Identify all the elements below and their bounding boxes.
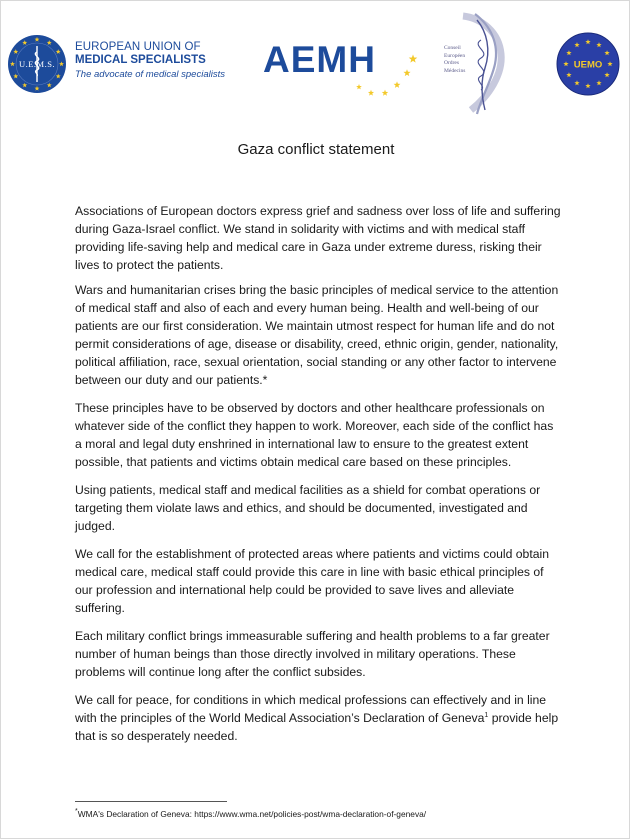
paragraph: Using patients, medical staff and medical facilities as a shield for combat operations or targeting them violate laws and ethics, and should be documented, investigated and judged. bbox=[75, 483, 541, 533]
paragraph-closing bbox=[75, 691, 561, 745]
footnote-divider bbox=[75, 801, 227, 802]
page-title: Gaza conflict statement bbox=[237, 141, 395, 158]
star-icon bbox=[382, 90, 388, 96]
star-icon bbox=[403, 69, 410, 76]
star-icon bbox=[394, 81, 401, 88]
paragraph-closing-text: We call for peace, for conditions in which medical professions can effectively and in line with the principles of the World Medical Association’s Declaration of Geneva bbox=[75, 693, 547, 725]
statement-body bbox=[75, 202, 561, 755]
uems-name-line2: MEDICAL SPECIALISTS bbox=[75, 54, 206, 66]
aemh-logo bbox=[263, 37, 423, 101]
uems-logo bbox=[7, 34, 67, 94]
uemo-logo bbox=[556, 32, 620, 96]
aemh-stars bbox=[263, 37, 423, 101]
paragraph: Each military conflict brings immeasurable suffering and health problems to a far greater number of human beings than those directly involved in military operations. These problems will continue long after the conflict subsides. bbox=[75, 629, 550, 679]
star-icon bbox=[368, 90, 374, 96]
ceom-line: Médecins bbox=[444, 67, 466, 74]
footnote bbox=[75, 809, 426, 819]
ceom-line: Conseil bbox=[444, 45, 461, 51]
ceom-line: Ordres bbox=[444, 60, 459, 66]
uemo-label: UEMO bbox=[573, 59, 603, 71]
footnote-marker: * bbox=[75, 808, 78, 816]
uems-name-line1: EUROPEAN UNION OF bbox=[75, 41, 201, 53]
footnote-text: WMA's Declaration of Geneva: https://www.wma.net/policies-post/wma-declaration-of-geneva/ bbox=[77, 809, 427, 819]
paragraph: Wars and humanitarian crises bring the basic principles of medical service to the attention of medical staff and also of each and every human being. Health and well-being of our patients are our first consideration. We maintain utmost respect for human life and do not permit considerations of age, disease or disability, creed, ethnic origin, gender, nationality, political affiliation, race, sexual orientation, social standing or any other factor to intervene between our duty and our patients.* bbox=[75, 283, 559, 387]
paragraph: These principles have to be observed by doctors and other healthcare professionals on whatever side of the conflict they happen to work. Moreover, each side of the conflict has a moral and legal duty enshrined in international law to ensure to the greatest extent possible, that patients and victims obtain medical care based on these principles. bbox=[75, 401, 554, 469]
paragraph: We call for the establishment of protected areas where patients and victims could obtain medical care, medical staff could provide this care in line with basic ethical principles of our profession and international help could be provided to save lives and alleviate suffering. bbox=[75, 547, 549, 615]
star-icon bbox=[356, 84, 362, 89]
uems-initials: U.E.M.S. bbox=[18, 59, 56, 69]
star-icon bbox=[409, 55, 418, 63]
ceom-line: Européen bbox=[444, 52, 466, 59]
aemh-wordmark: AEMH bbox=[263, 39, 376, 80]
uems-name-block bbox=[75, 41, 225, 80]
footnote-reference: 1 bbox=[484, 711, 489, 719]
ceom-text bbox=[444, 45, 465, 75]
paragraph: Associations of European doctors express grief and sadness over loss of life and suffering during Gaza-Israel conflict. We stand in solidarity with victims and with medical staff providing life-saving help and medical care in Gaza under extreme duress, risking their lives to protect the patients. bbox=[75, 204, 561, 272]
uems-tagline: The advocate of medical specialists bbox=[75, 69, 225, 80]
paragraph-closing-text-end: provide help that is so desperately needed. bbox=[75, 711, 559, 743]
